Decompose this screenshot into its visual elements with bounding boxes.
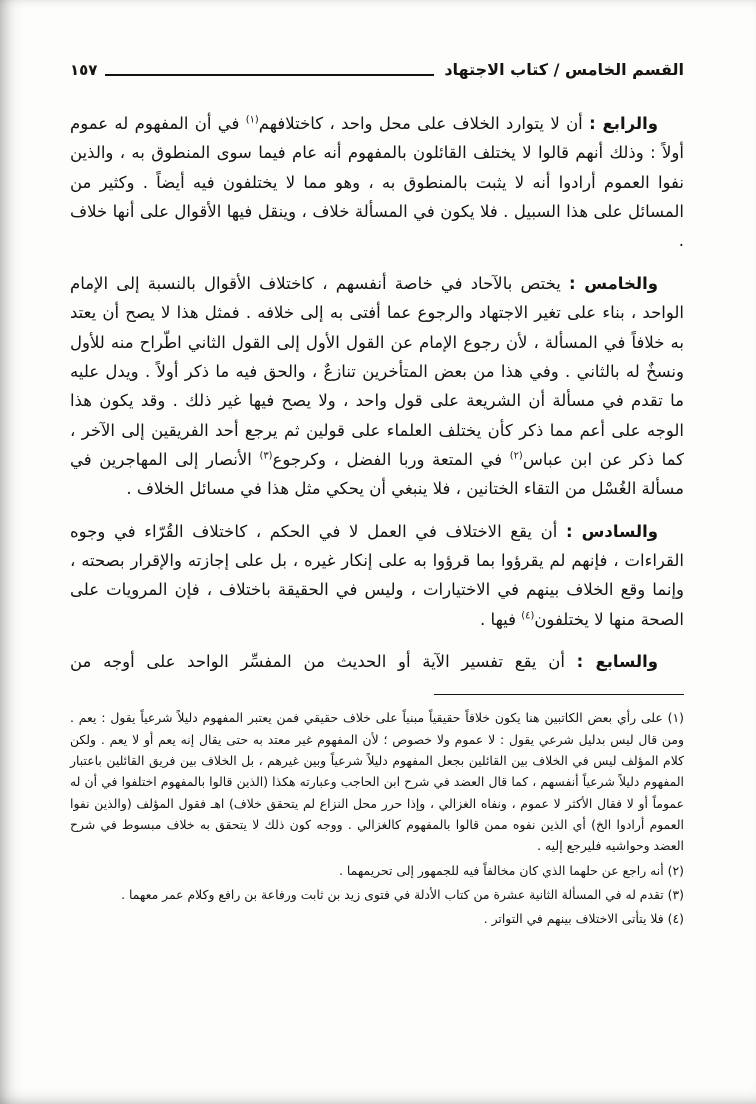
paragraph-seventh-text: أن يقع تفسير الآية أو الحديث من المفسِّر الواحد على أوجه من [70,652,565,672]
footnote-4 [70,908,684,929]
footnote-3-text: تقدم له في المسألة الثانية عشرة من كتاب الأدلة في فتوى زيد بن ثابت ورفاعة بن رافع وكلام عمر معهما . [121,887,664,903]
paragraph-fifth-text: يختص بالآحاد في خاصة أنفسهم ، كاختلاف الأقوال بالنسبة إلى الإمام الواحد ، بناء على تغير الاجتهاد والرجوع عما أفتى به إلى خلافه . فمثل هذا لا يصح أن يعتد به خلافاً في المسألة ، لأن رجوع الإمام عن القول الأول إلى القول الثاني اطّراح منه للأول ونسخٌ له بالثاني . وفي هذا من بعض المتأخرين تنازعٌ ، والحق فيه ما ذكر أولاً . ويدل عليه ما تقدم في مسألة أن الشريعة على قول واحد ، ولا يصح فيها غير ذلك . وقد يكون هذا الوجه على أعم مما ذكر كأن يختلف العلماء على قولين ثم يرجع أحد الفريقين إلى الآخر ، كما ذكر عن ابن عباس$^{(٢)}$ في المتعة وربا الفضل ، وكرجوع$^{(٣)}$ الأنصار إلى المهاجرين في مسألة الغُسْل من التقاء الختانين ، فلا ينبغي أن يحكي مثل هذا في مسائل الخلاف . [70,273,684,499]
paragraph-fourth-lead: والرابع : [589,114,658,133]
footnote-1-marker: (١) [667,710,684,726]
paragraph-sixth-text: أن يقع الاختلاف في العمل لا في الحكم ، كاختلاف القُرّاء في وجوه القراءات ، فإنهم لم يقرؤوا بما قرؤوا به على إنكار غيره ، بل على إجازته والإقرار بصحته ، وإنما وقع الخلاف بينهم في الاختيارات ، وليس في الحقيقة باختلاف ، فإن المرويات على الصحة منها لا يختلفون$^{(٤)}$ فيها . [70,521,684,629]
footnote-2-text: أنه راجع عن حلهما الذي كان مخالفاً فيه للجمهور إلى تحريمهما . [339,862,664,878]
paragraph-sixth-lead: والسادس : [565,521,658,541]
footnote-1 [70,707,684,856]
paragraph-fifth [70,269,684,504]
paragraph-fourth-text: أن لا يتوارد الخلاف على محل واحد ، كاختلافهم$^{(١)}$ في أن المفهوم له عموم أولاً : وذلك أنهم قالوا لا يختلف القائلون بالمفهوم أنه عام فيما سوى المنطوق به ، والذين نفوا العموم أرادوا أنه لا يثبت بالمنطوق به ، وهو مما لا يختلفون فيه أيضاً . وكثير من المسائل على هذا السبيل . فلا يكون في المسألة خلاف ، وينقل فيها الأقوال على أنها خلاف . [70,114,684,251]
page-header [70,60,684,79]
header-rule [105,74,434,76]
footnote-4-marker: (٤) [667,911,684,927]
paragraph-sixth [70,517,684,634]
page-number: ١٥٧ [70,61,98,79]
footnotes-section [70,707,684,929]
paragraph-seventh-lead: والسابع : [576,652,658,672]
paragraph-fourth [70,109,684,256]
footnote-3-marker: (٣) [667,887,684,903]
footnote-4-text: فلا يتأتى الاختلاف بينهم في التواتر . [483,911,664,927]
footnote-1-text: على رأي بعض الكاتبين هنا يكون خلافاً حقيقياً مبنياً على خلاف حقيقي فمن يعتبر المفهوم دليلاً شرعياً يقول : يعم . ومن قال ليس بدليل شرعي يقول : لا عموم ولا خصوص ؛ لأن المفهوم غير معتد به حتى يقال إنه يعم أو لا يعم . ولكن كلام المؤلف ليس في الخلاف بين القائلين بجعل المفهوم دليلاً شرعياً وبين غيرهم ، بل الخلاف بين فريق القائلين باعتبار المفهوم دليلاً شرعياً أنفسهم ، كما قال العضد في شرح ابن الحاجب وعبارته هكذا (الذين قالوا بالمفهوم اختلفوا في أن له عموماً أو لا فقال الأكثر لا عموم ، ونفاه الغزالي ، وإذا حرر محل النزاع لم يتحقق خلاف) اهـ فقول المؤلف (والذين نفوا العموم أرادوا الخ) أي الذين نفوه ممن قالوا بالمفهوم كالغزالي . ووجه كون ذلك لا يتحقق به خلاف مبسوط في شرح العضد وحواشيه فليرجع إليه . [70,710,684,854]
footnote-2 [70,860,684,881]
footnote-2-marker: (٢) [667,862,684,878]
footnote-separator [434,694,684,695]
footnote-3 [70,884,684,905]
running-head-title: القسم الخامس / كتاب الاجتهاد [444,60,684,79]
body-text [70,109,684,676]
paragraph-seventh [70,647,684,676]
paragraph-fifth-lead: والخامس : [569,273,659,293]
